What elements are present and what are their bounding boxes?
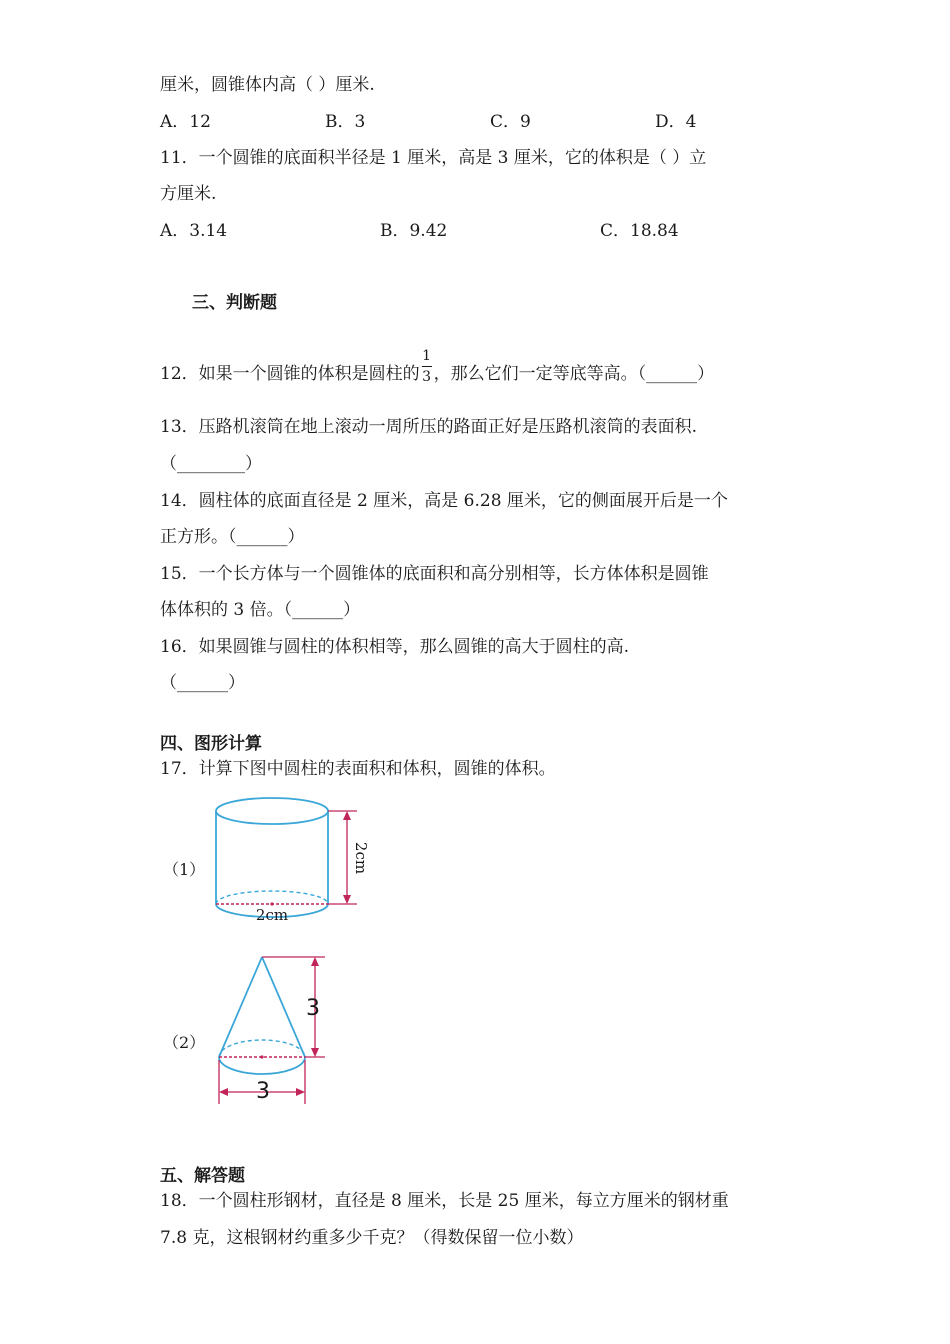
q12-frac-den: 3 xyxy=(422,369,432,385)
q18-line1: 18．一个圆柱形钢材，直径是 8 厘米，长是 25 厘米，每立方厘米的钢材重 xyxy=(160,1191,729,1211)
q15-line1: 15．一个长方体与一个圆锥体的底面积和高分别相等，长方体体积是圆锥 xyxy=(160,564,709,584)
q14-line2[interactable]: 正方形。（______） xyxy=(160,527,305,547)
q11-option-b[interactable]: B．9.42 xyxy=(380,221,448,241)
q10-option-a[interactable]: A．12 xyxy=(160,112,211,132)
cylinder-arrow-head-bottom xyxy=(343,895,351,904)
q18-line2: 7.8 克，这根钢材约重多少千克？（得数保留一位小数） xyxy=(160,1228,584,1248)
q13-answer-blank[interactable]: （________） xyxy=(160,454,262,474)
q10-option-c[interactable]: C．9 xyxy=(490,112,531,132)
q12-after: ，那么它们一定等底等高。（______） xyxy=(433,364,715,384)
cylinder-bottom-back xyxy=(216,891,328,904)
q13-line1: 13．压路机滚筒在地上滚动一周所压的路面正好是压路机滚筒的表面积. xyxy=(160,417,698,437)
cone-arrow-head-bottom xyxy=(311,1048,319,1057)
cone-center-dot xyxy=(260,1055,263,1058)
cone-base-back xyxy=(219,1040,305,1057)
q11-option-a[interactable]: A．3.14 xyxy=(160,221,228,241)
q15-line2[interactable]: 体体积的 3 倍。（______） xyxy=(160,600,361,620)
cylinder-figure xyxy=(205,790,375,925)
section-5-title: 五、解答题 xyxy=(160,1166,245,1186)
q12-frac-num: 1 xyxy=(422,348,432,364)
cone-height-label: 3 xyxy=(306,996,320,1021)
q14-line1: 14．圆柱体的底面直径是 2 厘米，高是 6.28 厘米，它的侧面展开后是一个 xyxy=(160,491,728,511)
cone-left-side xyxy=(219,957,262,1057)
section-3-title: 三、判断题 xyxy=(192,293,277,313)
q16-answer-blank[interactable]: （______） xyxy=(160,673,245,693)
cylinder-height-label: 2cm xyxy=(352,841,370,875)
fig2-label: （2） xyxy=(163,1033,206,1052)
cone-arrow-head-top xyxy=(311,957,319,966)
fig1-label: （1） xyxy=(163,860,206,879)
cylinder-arrow-head-top xyxy=(343,811,351,820)
q11-line1: 11．一个圆锥的底面积半径是 1 厘米，高是 3 厘米，它的体积是（ ）立 xyxy=(160,148,707,168)
cone-diameter-label: 3 xyxy=(256,1079,270,1104)
q12 xyxy=(160,348,715,393)
cone-arrow-head-right xyxy=(296,1088,305,1096)
q17-text: 17．计算下图中圆柱的表面积和体积，圆锥的体积。 xyxy=(160,759,556,779)
cone-base-front xyxy=(219,1057,305,1074)
q11-option-c[interactable]: C．18.84 xyxy=(600,221,679,241)
cylinder-top-ellipse xyxy=(216,798,328,824)
q10-option-b[interactable]: B．3 xyxy=(325,112,366,132)
q12-before: 12．如果一个圆锥的体积是圆柱的 xyxy=(160,364,420,384)
cone-figure xyxy=(205,948,345,1108)
cone-arrow-head-left xyxy=(219,1088,228,1096)
section-4-title: 四、图形计算 xyxy=(160,734,262,754)
q16-line1: 16．如果圆锥与圆柱的体积相等，那么圆锥的高大于圆柱的高. xyxy=(160,637,630,657)
q10-continuation: 厘米，圆锥体内高（ ）厘米. xyxy=(160,75,375,95)
q11-line2: 方厘米. xyxy=(160,184,217,204)
cylinder-diameter-label: 2cm xyxy=(255,906,289,924)
q12-fraction xyxy=(422,348,432,385)
q10-option-d[interactable]: D．4 xyxy=(655,112,697,132)
